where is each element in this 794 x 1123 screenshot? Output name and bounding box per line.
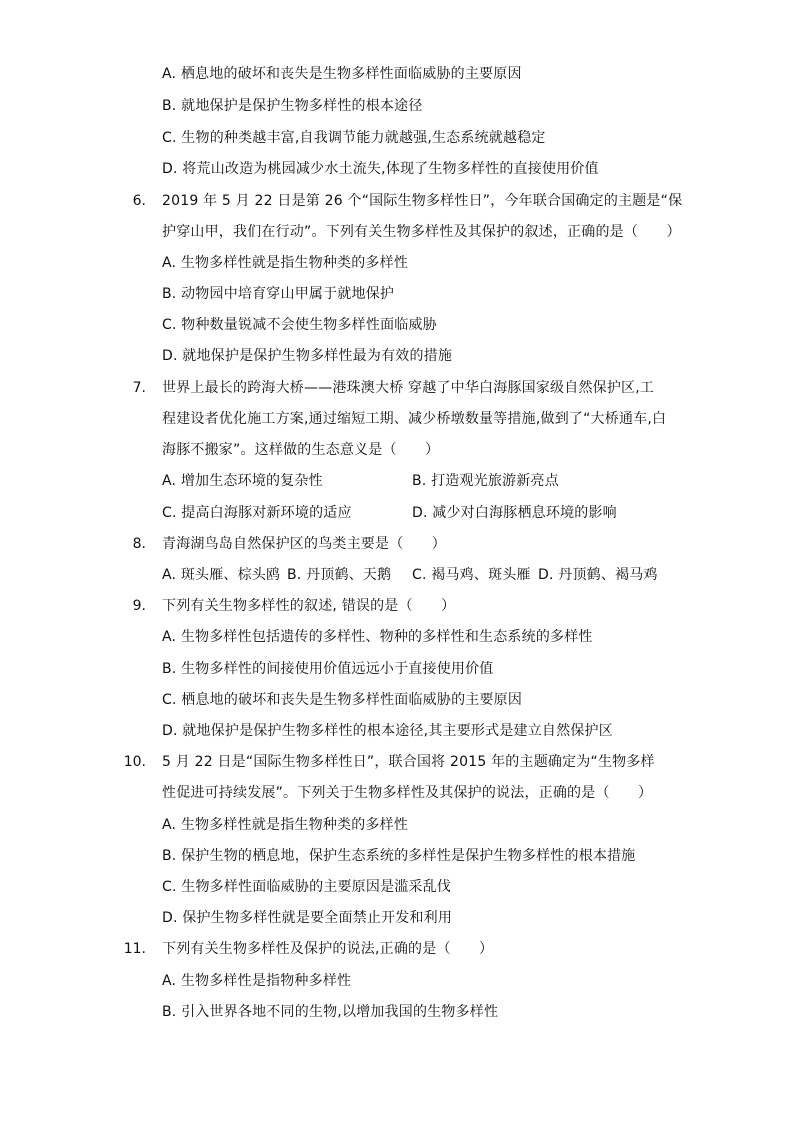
q6-option-d: D. 就地保护是保护生物多样性最为有效的措施: [162, 348, 453, 364]
q7-stem-line1: 世界上最长的跨海大桥——港珠澳大桥 穿越了中华白海豚国家级自然保护区,工: [162, 380, 655, 396]
q10-stem-line1: 5 月 22 日是“国际生物多样性日”，联合国将 2015 年的主题确定为“生物多样: [162, 754, 655, 770]
q5-option-a: [162, 64, 522, 84]
q11-stem: 下列有关生物多样性及保护的说法,正确的是（ ）: [162, 941, 494, 957]
q7-option-d: D. 减少对白海豚栖息环境的影响: [412, 505, 617, 521]
q9-number: 9.: [132, 598, 146, 614]
q7-stem-line2: 程建设者优化施工方案,通过缩短工期、减少桥墩数量等措施,做到了“大桥通车,白: [162, 411, 667, 427]
q10-option-b: B. 保护生物的栖息地，保护生态系统的多样性是保护生物多样性的根本措施: [162, 848, 636, 864]
q6-number: 6.: [132, 193, 146, 209]
q9-stem: 下列有关生物多样性的叙述, 错误的是（ ）: [162, 598, 456, 614]
q10-option-d: D. 保护生物多样性就是要全面禁止开发和利用: [162, 910, 453, 926]
q6-option-b: B. 动物园中培育穿山甲属于就地保护: [162, 286, 395, 302]
q7-number: 7.: [132, 380, 146, 396]
q8-option-b: B. 丹顶鹤、天鹅: [287, 567, 392, 583]
q9-option-a: A. 生物多样性包括遗传的多样性、物种的多样性和生态系统的多样性: [162, 629, 593, 645]
option-letter: A.: [162, 66, 177, 82]
q5-option-c: [162, 128, 546, 148]
q8-stem: 青海湖鸟岛自然保护区的鸟类主要是（ ）: [162, 536, 446, 552]
option-text: 就地保护是保护生物多样性的根本途径: [181, 98, 423, 114]
q7-option-b: B. 打造观光旅游新亮点: [412, 473, 559, 489]
q11-number: 11.: [123, 941, 146, 957]
q7-stem-line3: 海豚不搬家”。这样做的生态意义是（ ）: [162, 442, 440, 458]
q10-option-a: A. 生物多样性就是指生物种类的多样性: [162, 817, 409, 833]
option-letter: D.: [162, 161, 178, 177]
q11-option-b: B. 引入世界各地不同的生物,以增加我国的生物多样性: [162, 1004, 499, 1020]
q10-number: 10.: [123, 754, 146, 770]
option-text: 将荒山改造为桃园减少水土流失,体现了生物多样性的直接使用价值: [182, 161, 599, 177]
q11-option-a: A. 生物多样性是指物种多样性: [162, 973, 352, 989]
q9-option-c: C. 栖息地的破坏和丧失是生物多样性面临威胁的主要原因: [162, 692, 523, 708]
q8-option-a: A. 斑头雁、棕头鸥: [162, 567, 281, 583]
q9-option-b: B. 生物多样性的间接使用价值远远小于直接使用价值: [162, 661, 494, 677]
q8-number: 8.: [132, 536, 146, 552]
q8-option-d: D. 丹顶鹤、褐马鸡: [538, 567, 658, 583]
q10-option-c: C. 生物多样性面临威胁的主要原因是滥采乱伐: [162, 879, 452, 895]
q8-option-c: C. 褐马鸡、斑头雁: [412, 567, 531, 583]
q9-option-d: D. 就地保护是保护生物多样性的根本途径,其主要形式是建立自然保护区: [162, 723, 613, 739]
q7-option-c: C. 提高白海豚对新环境的适应: [162, 505, 352, 521]
q6-stem-line2: 护穿山甲，我们在行动”。下列有关生物多样性及其保护的叙述，正确的是（ ）: [162, 224, 681, 240]
option-text: 栖息地的破坏和丧失是生物多样性面临威胁的主要原因: [180, 66, 522, 82]
q5-option-b: [162, 96, 423, 116]
option-text: 生物的种类越丰富,自我调节能力就越强,生态系统就越稳定: [181, 130, 546, 146]
q6-stem-line1: 2019 年 5 月 22 日是第 26 个“国际生物多样性日”，今年联合国确定的主题是“保: [162, 193, 683, 209]
q7-option-a: A. 增加生态环境的复杂性: [162, 473, 323, 489]
q6-option-c: C. 物种数量锐减不会使生物多样性面临威胁: [162, 317, 437, 333]
q5-option-d: [162, 159, 599, 179]
option-letter: B.: [162, 98, 177, 114]
q6-option-a: A. 生物多样性就是指生物种类的多样性: [162, 255, 409, 271]
q10-stem-line2: 性促进可持续发展”。下列关于生物多样性及其保护的说法，正确的是（ ）: [162, 785, 653, 801]
option-letter: C.: [162, 130, 177, 146]
